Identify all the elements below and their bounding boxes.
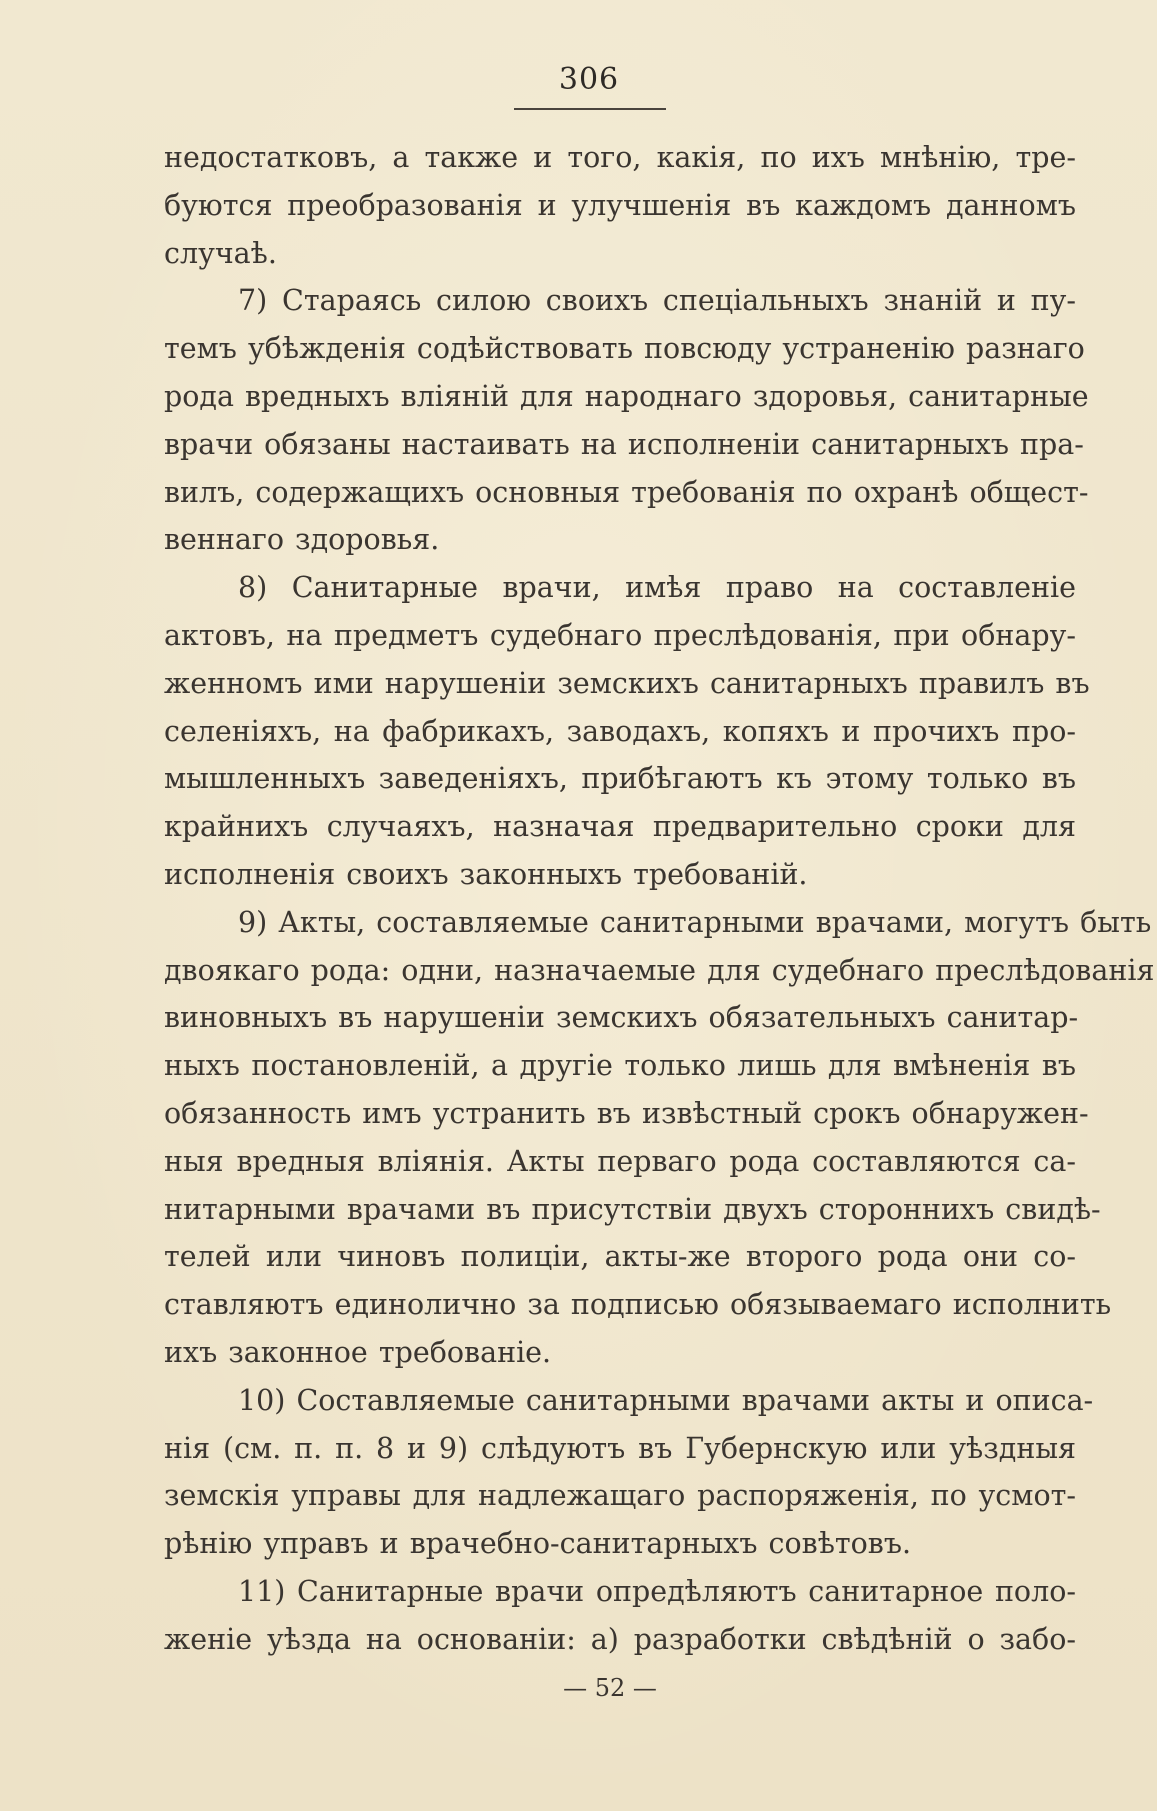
text-line: исполненія своихъ законныхъ требованій.: [164, 857, 808, 891]
text-line: женномъ ими нарушеніи земскихъ санитарныхъ правилъ въ: [164, 666, 1090, 700]
text-line: случаѣ.: [164, 236, 277, 270]
text-line: земскія управы для надлежащаго распоряженія, по усмот-: [164, 1479, 1076, 1513]
text-line: обязанность имъ устранить въ извѣстный срокъ обнаружен-: [164, 1096, 1089, 1130]
paragraph: [164, 277, 1089, 564]
text-line: 8) Санитарные врачи, имѣя право на составленіе: [238, 571, 1076, 605]
text-line: ставляютъ единолично за подписью обязываемаго исполнить: [164, 1288, 1112, 1322]
text-line: 11) Санитарные врачи опредѣляютъ санитарное поло-: [238, 1574, 1076, 1608]
text-line: 7) Стараясь силою своихъ спеціальныхъ знаній и пу-: [238, 284, 1076, 318]
text-line: виновныхъ въ нарушеніи земскихъ обязательныхъ санитар-: [164, 1001, 1079, 1035]
text-line: селеніяхъ, на фабрикахъ, заводахъ, копяхъ и прочихъ про-: [164, 714, 1076, 748]
text-line: ихъ законное требованіе.: [164, 1335, 552, 1369]
text-line: двоякаго рода: одни, назначаемые для судебнаго преслѣдованія: [164, 953, 1155, 987]
text-line: 9) Акты, составляемые санитарными врачами, могутъ быть: [238, 905, 1152, 939]
text-line: телей или чиновъ полиціи, акты-же второго рода они со-: [164, 1240, 1076, 1274]
page-number: 306: [558, 62, 620, 97]
text-line: рода вредныхъ вліяній для народнаго здоровья, санитарные: [164, 379, 1089, 413]
paragraph: [164, 1377, 1094, 1568]
text-line: буются преобразованія и улучшенія въ каждомъ данномъ: [164, 188, 1076, 222]
text-line: ныхъ постановленій, а другіе только лишь для вмѣненія въ: [164, 1049, 1076, 1083]
signature-mark: — 52 —: [563, 1674, 657, 1702]
text-line: ныя вредныя вліянія. Акты перваго рода составляются са-: [164, 1144, 1076, 1178]
page-number-rule: [514, 108, 666, 110]
text-line: актовъ, на предметъ судебнаго преслѣдованія, при обнару-: [164, 618, 1076, 652]
paragraph: [164, 564, 1090, 899]
paragraph: [164, 134, 1076, 277]
text-line: веннаго здоровья.: [164, 523, 440, 557]
text-line: нитарными врачами въ присутствіи двухъ стороннихъ свидѣ-: [164, 1192, 1101, 1226]
body-text: [164, 134, 1155, 1664]
text-line: недостатковъ, а также и того, какія, по ихъ мнѣнію, тре-: [164, 141, 1076, 174]
paragraph: [164, 1568, 1076, 1664]
text-line: крайнихъ случаяхъ, назначая предварительно сроки для: [164, 810, 1076, 844]
text-line: 10) Составляемые санитарными врачами акты и описа-: [238, 1383, 1094, 1417]
text-line: рѣнію управъ и врачебно-санитарныхъ совѣтовъ.: [164, 1527, 912, 1561]
text-line: женіе уѣзда на основаніи: а) разработки свѣдѣній о забо-: [164, 1622, 1076, 1656]
text-line: темъ убѣжденія содѣйствовать повсюду устраненію разнаго: [164, 332, 1085, 366]
text-line: вилъ, содержащихъ основныя требованія по охранѣ общест-: [164, 475, 1089, 509]
text-line: врачи обязаны настаивать на исполненіи санитарныхъ пра-: [164, 427, 1084, 461]
text-line: мышленныхъ заведеніяхъ, прибѣгаютъ къ этому только въ: [164, 762, 1076, 796]
text-line: нія (см. п. п. 8 и 9) слѣдуютъ въ Губернскую или уѣздныя: [164, 1431, 1076, 1465]
paragraph: [164, 899, 1155, 1377]
